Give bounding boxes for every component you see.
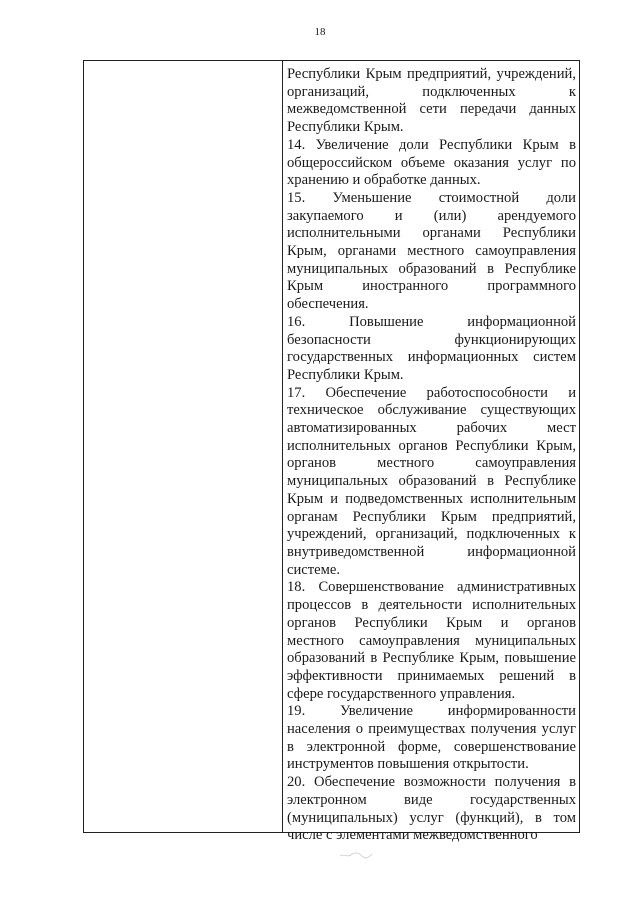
paragraph-item-19: 19. Увеличение информированности населения о преимуществах получения услуг в электронной форме, совершенствование инструментов повышения открытости. — [287, 703, 576, 773]
page-number: 18 — [314, 26, 326, 38]
paragraph-item-17: 17. Обеспечение работоспособности и техническое обслуживание существующих автоматизированных рабочих мест исполнительных органов Республики Крым, органов местного самоуправления муниципальных образований в Республике Крым и подведомственных исполнительным органам Республики Крым предприятий, учреждений, организаций, подключенных к внутриведомственной информационной системе. — [287, 384, 576, 578]
table-left-cell — [84, 61, 283, 832]
paragraph-item-15: 15. Уменьшение стоимостной доли закупаемого и (или) арендуемого исполнительными органами Республики Крым, органами местного самоуправления муниципальных образований в Республике Крым иностранного программного обеспечения. — [287, 189, 576, 313]
table-right-cell — [287, 66, 576, 845]
paragraph-item-14: 14. Увеличение доли Республики Крым в общероссийском объеме оказания услуг по хранению и обработке данных. — [287, 136, 576, 189]
document-table — [83, 60, 580, 844]
scan-mark — [338, 850, 374, 860]
paragraph-item-16: 16. Повышение информационной безопасности функционирующих государственных информационных систем Республики Крым. — [287, 313, 576, 383]
paragraph-continuation: Республики Крым предприятий, учреждений, организаций, подключенных к межведомственной сети передачи данных Республики Крым. — [287, 66, 576, 136]
paragraph-item-18: 18. Совершенствование административных процессов в деятельности исполнительных органов Республики Крым и органов местного самоуправления муниципальных образований в Республике Крым, повышение эффективности принимаемых решений в сфере государственного управления. — [287, 579, 576, 702]
paragraph-item-20: 20. Обеспечение возможности получения в электронном виде государственных (муниципальных) услуг (функций), в том числе с элементами межведомственного — [287, 774, 576, 844]
